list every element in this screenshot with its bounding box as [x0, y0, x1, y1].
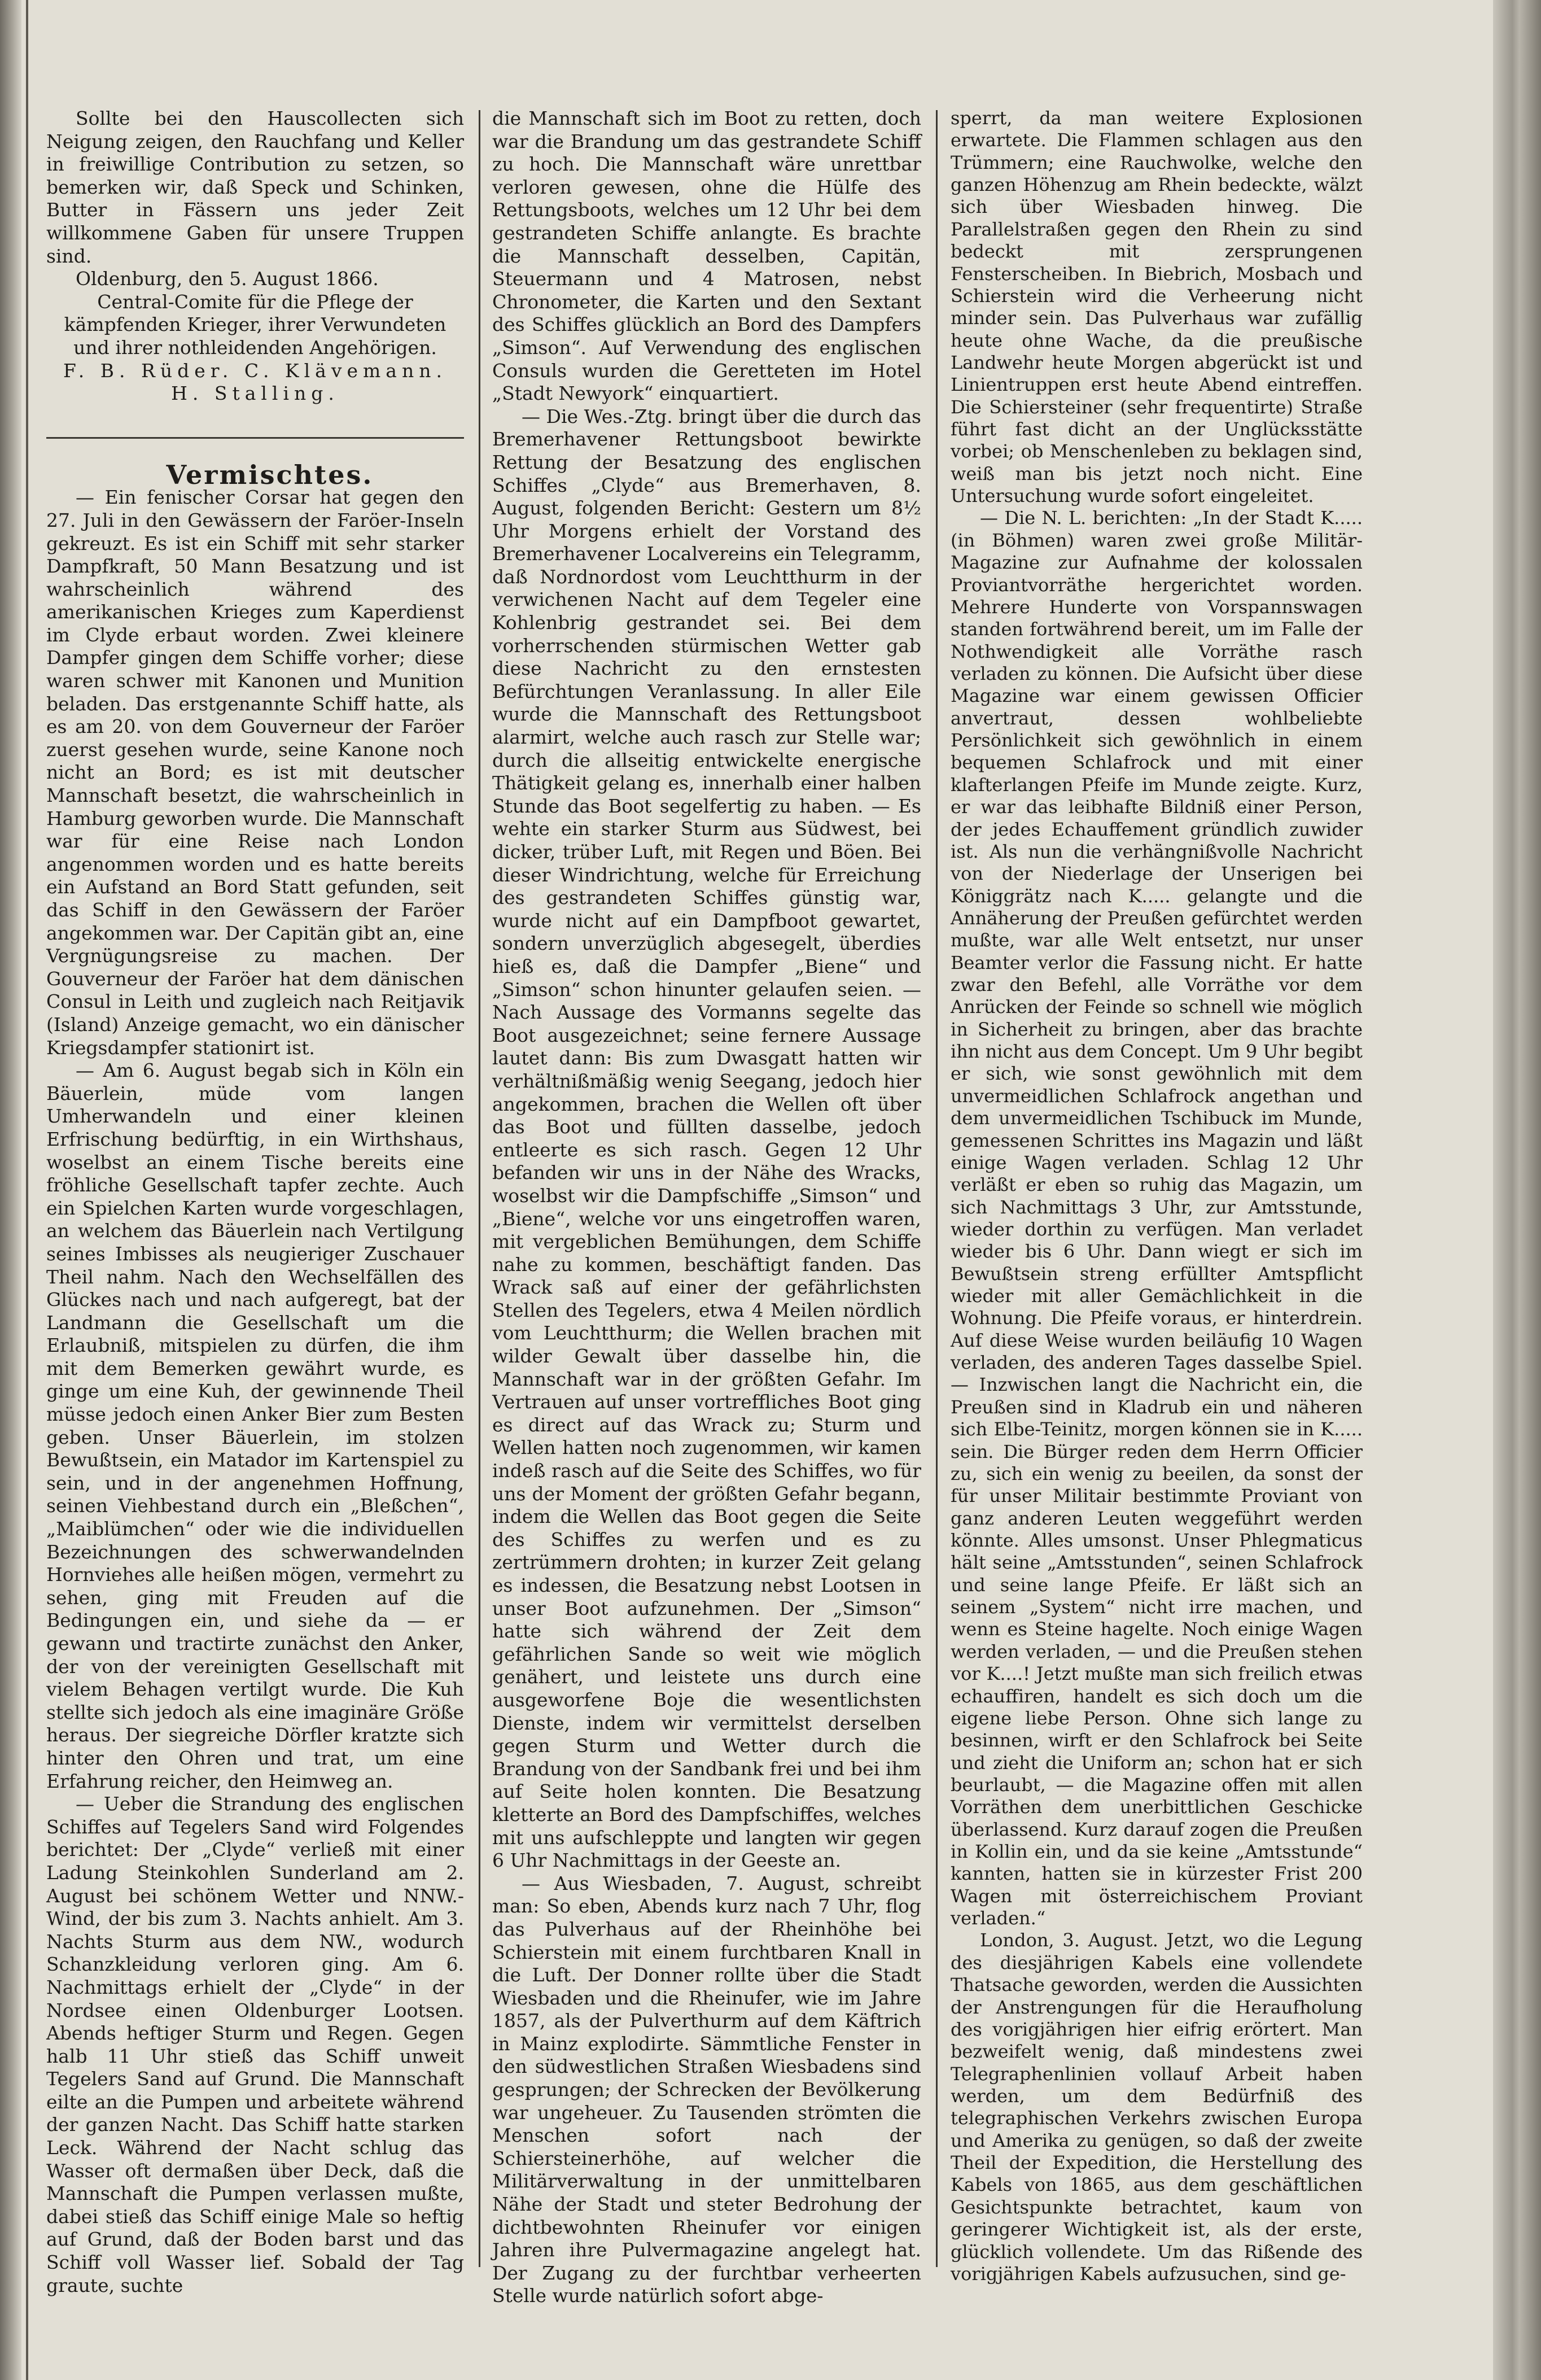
section-divider [46, 437, 464, 439]
article-paragraph: — Ein fenischer Corsar hat gegen den 27. Juli in den Gewässern der Faröer-Inseln gekreuzt. Es ist ein Schiff mit sehr starker Dampfkraft, 50 Mann Besatzung und ist wahrscheinlich während des amerikanischen Krieges zum Kaperdienst im Clyde erbaut worden. Zwei kleinere Dampfer gingen dem Schiffe vorher; diese waren schwer mit Kanonen und Munition beladen. Das erstgenannte Schiff hatte, als es am 20. von dem Gouverneur der Faröer zuerst gesehen wurde, seine Kanone noch nicht an Bord; es ist mit deutscher Mannschaft besetzt, die wahrscheinlich in Hamburg geworben wurde. Die Mannschaft war für eine Reise nach London angenommen worden und es hatte bereits ein Aufstand an Bord Statt gefunden, seit das Schiff in den Gewässern der Faröer angekommen war. Der Capitän gibt an, eine Vergnügungsreise zu machen. Der Gouverneur der Faröer hat dem dänischen Consul in Leith und zugleich nach Reitjavik (Island) Anzeige gemacht, wo ein dänischer Kriegsdampfer stationirt ist. [46, 486, 464, 1059]
committee-text: Central-Comite für die Pflege der kämpfenden Krieger, ihrer Verwundeten und ihrer nothleidenden Angehörigen. [64, 290, 446, 359]
article-paragraph: — Die N. L. berichten: „In der Stadt K..... (in Böhmen) waren zwei große Militär-Magazine zur Aufnahme der kolossalen Proviantvorräthe hergerichtet worden. Mehrere Hunderte von Vorspannswagen standen fortwährend bereit, um im Falle der Nothwendigkeit alle Vorräthe rasch verladen zu können. Die Aufsicht über diese Magazine war einem gewissen Officier anvertraut, dessen wohlbeliebte Persönlichkeit sich gewöhnlich in einem bequemen Schlafrock und mit einer klafterlangen Pfeife im Munde zeigte. Kurz, er war das leibhafte Bildniß einer Person, der jedes Echauffement gründlich zuwider ist. Als nun die verhängnißvolle Nachricht von der Niederlage der Unserigen bei Königgrätz nach K..... gelangte und die Annäherung der Preußen gefürchtet werden mußte, war alle Welt entsetzt, nur unser Beamter verlor die Fassung nicht. Er hatte zwar den Befehl, alle Vorräthe vor dem Anrücken der Feinde so schnell wie möglich in Sicherheit zu bringen, aber das brachte ihn nicht aus dem Concept. Um 9 Uhr begibt er sich, wie sonst gewöhnlich mit dem unvermeidlichen Schlafrock angethan und dem unvermeidlichen Tschibuck im Munde, gemessenen Schrittes ins Magazin und läßt einige Wagen verladen. Schlag 12 Uhr verläßt er eben so ruhig das Magazin, um sich Nachmittags 3 Uhr, zur Amtsstunde, wieder dorthin zu verfügen. Man verladet wieder bis 6 Uhr. Dann wiegt er sich im Bewußtsein streng erfüllter Amtspflicht wieder mit aller Gemächlichkeit in die Wohnung. Die Pfeife voraus, er hinterdrein. Auf diese Weise wurden beiläufig 10 Wagen verladen, des anderen Tages dasselbe Spiel. — Inzwischen langt die Nachricht ein, die Preußen sind in Kladrub ein und näheren sich Elbe-Teinitz, morgen können sie in K..... sein. Die Bürger reden dem Herrn Officier zu, sich ein wenig zu beeilen, da sonst der für unser Militair bestimmte Proviant von ganz anderen Leuten weggeführt werden könnte. Alles umsonst. Unser Phlegmaticus hält seine „Amtsstunden“, seinen Schlafrock und seine lange Pfeife. Er läßt sich an seinem „System“ nicht irre machen, und wenn es Steine hagelte. Noch einige Wagen werden verladen, — und die Preußen stehen vor K....! Jetzt mußte man sich freilich etwas echauffiren, handelt es sich doch um die eigene liebe Person. Ohne sich lange zu besinnen, wirft er den Schlafrock bei Seite und zieht die Uniform an; schon hat er sich beurlaubt, — die Magazine offen mit allen Vorräthen dem unerbittlichen Geschicke überlassend. Kurz darauf zogen die Preußen in Kollin ein, und da sie keine „Amtsstunde“ kannten, hatten sie in kürzester Frist 200 Wagen mit österreichischem Proviant verladen.“ [951, 507, 1363, 1929]
column-1 [46, 107, 464, 2297]
article-paragraph: — Ueber die Strandung des englischen Schiffes auf Tegelers Sand wird Folgendes berichtet: Der „Clyde“ verließ mit einer Ladung Steinkohlen Sunderland am 2. August bei schönem Wetter und NNW.-Wind, der bis zum 3. Nachts anhielt. Am 3. Nachts Sturm aus dem NW., wodurch Schanzkleidung verloren ging. Am 6. Nachmittags erhielt der „Clyde“ in der Nordsee einen Oldenburger Lootsen. Abends heftiger Sturm und Regen. Gegen halb 11 Uhr stieß das Schiff unweit Tegelers Sand auf Grund. Die Mannschaft eilte an die Pumpen und arbeitete während der ganzen Nacht. Das Schiff hatte starken Leck. Während der Nacht schlug das Wasser oft dermaßen über Deck, daß die Mannschaft die Pumpen verlassen mußte, dabei stieß das Schiff einige Male so heftig auf Grund, daß der Boden barst und das Schiff voll Wasser lief. Sobald der Tag graute, suchte [46, 1793, 464, 2296]
article-paragraph: — Die Wes.-Ztg. bringt über die durch das Bremerhavener Rettungsboot bewirkte Rettung der Besatzung des englischen Schiffes „Clyde“ aus Bremerhaven, 8. August, folgenden Bericht: Gestern um 8½ Uhr Morgens erhielt der Vorstand des Bremerhavener Localvereins ein Telegramm, daß Nordnordost vom Leuchtthurm in der verwichenen Nacht auf dem Tegeler eine Kohlenbrig gestrandet sei. Bei dem vorherrschenden stürmischen Wetter gab diese Nachricht zu den ernstesten Befürchtungen Veranlassung. In aller Eile wurde die Mannschaft des Rettungsboot alarmirt, welche auch rasch zur Stelle war; durch die allseitig entwickelte energische Thätigkeit gelang es, innerhalb einer halben Stunde das Boot segelfertig zu haben. — Es wehte ein starker Sturm aus Südwest, bei dicker, trüber Luft, mit Regen und Böen. Bei dieser Windrichtung, welche für Erreichung des gestrandeten Schiffes günstig war, wurde nicht auf ein Dampfboot gewartet, sondern unverzüglich abgesegelt, überdies hieß es, daß die Dampfer „Biene“ und „Simson“ schon hinunter gelaufen seien. — Nach Aussage des Vormanns segelte das Boot ausgezeichnet; seine fernere Aussage lautet dann: Bis zum Dwasgatt hatten wir verhältnißmäßig wenig Seegang, jedoch hier angekommen, brachen die Wellen oft über das Boot und füllten dasselbe, jedoch entleerte es sich rasch. Gegen 12 Uhr befanden wir uns in der Nähe des Wracks, woselbst wir die Dampfschiffe „Simson“ und „Biene“, welche vor uns eingetroffen waren, mit vergeblichen Bemühungen, dem Schiffe nahe zu kommen, beschäftigt fanden. Das Wrack saß auf einer der gefährlichsten Stellen des Tegelers, etwa 4 Meilen nördlich vom Leuchtthurm; die Wellen brachen mit wilder Gewalt über dasselbe hin, die Mannschaft war in der größten Gefahr. Im Vertrauen auf unser vortreffliches Boot ging es direct auf das Wrack zu; Sturm und Wellen hatten noch zugenommen, wir kamen indeß rasch auf die Seite des Schiffes, wo für uns der Moment der größten Gefahr begann, indem die Wellen das Boot gegen die Seite des Schiffes zu werfen und es zu zertrümmern drohten; in kurzer Zeit gelang es indessen, die Besatzung nebst Lootsen in unser Boot aufzunehmen. Der „Simson“ hatte sich während der Zeit dem gefährlichen Sande so weit wie möglich genähert, und leistete uns durch eine ausgeworfene Boje die wesentlichsten Dienste, indem wir vermittelst derselben gegen Sturm und Wetter durch die Brandung von der Sandbank frei und bei ihm auf Seite holen konnten. Die Besatzung kletterte an Bord des Dampfschiffes, welches mit uns aufschleppte und langten wir gegen 6 Uhr Nachmittags in der Geeste an. [492, 405, 921, 1872]
signatures-line-1: F. B. Rüder. C. Klävemann. [63, 359, 447, 382]
page-edge [1493, 0, 1541, 2380]
article-paragraph: die Mannschaft sich im Boot zu retten, doch war die Brandung um das gestrandete Schiff zu hoch. Die Mannschaft wäre unrettbar verloren gewesen, ohne die Hülfe des Rettungsboots, welches um 12 Uhr bei dem gestrandeten Schiffe anlangte. Es brachte die Mannschaft desselben, Capitän, Steuermann und 4 Matrosen, nebst Chronometer, die Karten und den Sextant des Schiffes glücklich an Bord des Dampfers „Simson“. Auf Verwendung des englischen Consuls wurden die Geretteten im Hotel „Stadt Newyork“ einquartiert. [492, 107, 921, 405]
column-2 [492, 107, 921, 2308]
dateline: Oldenburg, den 5. August 1866. [76, 268, 379, 290]
binding-edge [26, 0, 28, 2380]
article-paragraph: sperrt, da man weitere Explosionen erwartete. Die Flammen schlagen aus den Trümmern; eine Rauchwolke, welche den ganzen Höhenzug am Rhein bedeckte, wälzt sich über Wiesbaden hinweg. Die Parallelstraßen gegen den Rhein zu sind bedeckt mit zersprungenen Fensterscheiben. In Biebrich, Mosbach und Schierstein wird die Verheerung nicht minder sein. Das Pulverhaus war zufällig heute ohne Wache, da die preußische Landwehr heute Morgen abgerückt ist und Linientruppen erst heute Abend eintreffen. Die Schiersteiner (sehr frequentirte) Straße führt fast dicht an der Unglücksstätte vorbei; ob Menschenleben zu beklagen sind, weiß man bis jetzt noch nicht. Eine Untersuchung wurde sofort eingeleitet. [951, 107, 1363, 507]
article-paragraph: — Aus Wiesbaden, 7. August, schreibt man: So eben, Abends kurz nach 7 Uhr, flog das Pulverhaus auf der Rheinhöhe bei Schierstein mit einem furchtbaren Knall in die Luft. Der Donner rollte über die Stadt Wiesbaden und die Rheinufer, wie im Jahre 1857, als der Pulverthurm auf dem Käftrich in Mainz explodirte. Sämmtliche Fenster in den südwestlichen Straßen Wiesbadens sind gesprungen; der Schrecken der Bevölkerung war ungeheuer. Zu Tausenden strömten die Menschen sofort nach der Schiersteinerhöhe, auf welcher die Militärverwaltung in der unmittelbaren Nähe der Stadt und steter Bedrohung der dichtbewohnten Rheinufer vor einigen Jahren ihre Pulvermagazine angelegt hat. Der Zugang zu der furchtbar verheerten Stelle wurde natürlich sofort abge- [492, 1872, 921, 2307]
section-heading: Vermischtes. [166, 459, 374, 490]
signatures-line-2: H. Stalling. [171, 382, 339, 405]
article-paragraph: — Am 6. August begab sich in Köln ein Bäuerlein, müde vom langen Umherwandeln und einer kleinen Erfrischung bedürftig, in ein Wirthshaus, woselbst an einem Tische bereits eine fröhliche Gesellschaft tapfer zechte. Auch ein Spielchen Karten wurde vorgeschlagen, an welchem das Bäuerlein nach Vertilgung seines Imbisses als neugieriger Zuschauer Theil nahm. Nach den Wechselfällen des Glückes nach und nach aufgeregt, bat der Landmann die Gesellschaft um die Erlaubniß, mitspielen zu dürfen, die ihm mit dem Bemerken gewährt wurde, es ginge um eine Kuh, der gewinnende Theil müsse jedoch einen Anker Bier zum Besten geben. Unser Bäuerlein, im stolzen Bewußtsein, ein Matador im Kartenspiel zu sein, und in der angenehmen Hoffnung, seinen Viehbestand durch ein „Bleßchen“, „Maiblümchen“ oder wie die individuellen Bezeichnungen des schwerwandelnden Hornviehes alle heißen mögen, vermehrt zu sehen, ging mit Freuden auf die Bedingungen ein, und siehe da — er gewann und tractirte zunächst den Anker, der von der vereinigten Gesellschaft mit vielem Behagen vertilgt wurde. Die Kuh stellte sich jedoch als eine imaginäre Größe heraus. Der siegreiche Dörfler kratzte sich hinter den Ohren und trat, um eine Erfahrung reicher, den Heimweg an. [46, 1059, 464, 1792]
book-binding [0, 0, 21, 2380]
column-3 [951, 107, 1363, 2285]
appeal-paragraph: Sollte bei den Hauscollecten sich Neigung zeigen, den Rauchfang und Keller in freiwillige Contribution zu setzen, so bemerken wir, daß Speck und Schinken, Butter in Fässern uns jeder Zeit willkommene Gaben für unsere Truppen sind. [46, 107, 464, 267]
column-rule-1 [479, 110, 480, 2267]
article-paragraph: London, 3. August. Jetzt, wo die Legung des diesjährigen Kabels eine vollendete Thatsache geworden, werden die Aussichten der Anstrengungen für die Heraufholung des vorigjährigen hier eifrig erörtert. Man bezweifelt wenig, daß mindestens zwei Telegraphenlinien vollauf Arbeit haben werden, um dem Bedürfniß des telegraphischen Verkehrs zwischen Europa und Amerika zu genügen, so daß der zweite Theil der Expedition, die Herstellung des Kabels von 1865, aus dem geschäftlichen Gesichtspunkte betrachtet, kaum von geringerer Wichtigkeit ist, als der erste, glücklich vollendete. Um das Rißende des vorigjährigen Kabels aufzusuchen, sind ge- [951, 1929, 1363, 2285]
column-rule-2 [936, 110, 938, 2267]
